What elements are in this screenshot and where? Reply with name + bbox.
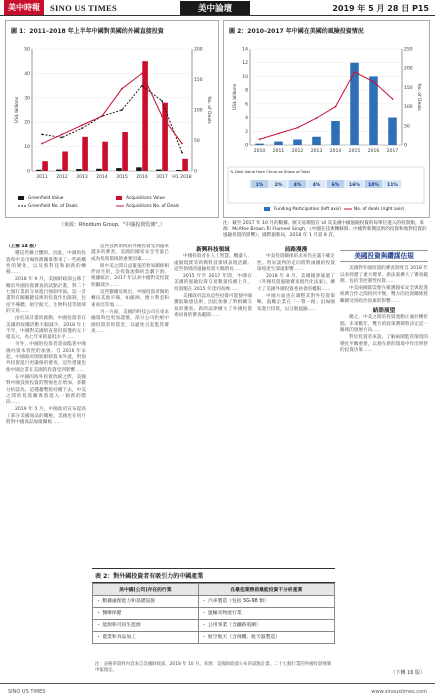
table-2-title: 表 2：對外國投資者有吸引力的中國產業 [92, 569, 335, 583]
continued-label: （上接 14 版） [6, 244, 39, 249]
line-point [354, 71, 356, 73]
table-cell: ・ 運輸及物流行業 [198, 608, 334, 620]
figure-2-chart [224, 21, 431, 219]
column-1-body [6, 251, 86, 426]
share-value: 4% [312, 183, 321, 188]
share-table-label: % Deal Value from China as Share of Total [230, 169, 310, 174]
y2-tick-label: 200 [194, 47, 203, 53]
line-point [61, 137, 63, 139]
x-tick-label: H1 2018 [172, 175, 192, 180]
line-point [278, 133, 280, 135]
paragraph: 另一方面，美國的科技公司在尋求融資時也更加謹慎，部分公司拒絕中國投資者的資金，以避免引起監管審查…… [91, 309, 169, 334]
series-line [42, 73, 182, 143]
series-line [42, 86, 182, 153]
legend-swatch [18, 196, 24, 200]
legend-label: Acquisitions Value [126, 196, 165, 201]
bar [96, 169, 102, 171]
legend-swatch [116, 196, 122, 200]
x-tick-label: 2012 [291, 149, 304, 154]
bar [162, 103, 168, 171]
paragraph: 對於投資者來說，了解兩國監管環境的變化至關重要，以便在新的環境中作出明智的投資決策…… [340, 335, 428, 353]
legend-label: No. of deals (right axis) [354, 207, 405, 212]
legend-label: Acquisitions No. of Deals [126, 204, 180, 209]
table-cell: ・ 航空航天（含飛機、航天器製造） [198, 632, 334, 644]
paragraph: 美國對外國投資的審查制度自 2018 年以來經歷了重大變革。新法案擴大了審查範圍，包括非控制性投資…… [340, 266, 428, 284]
figure-2-title: 圖 2：2010–2017 年中國在美國的風險投資情況 [229, 28, 364, 35]
line-point [316, 117, 318, 119]
y-tick-label: 8 [245, 88, 248, 94]
bar [255, 144, 264, 145]
paragraph: 中美投資關係的未來仍充滿不確定性。貿易談判的走向將對兩國的投資環境產生深遠影響…… [257, 254, 335, 272]
table-row [93, 596, 335, 608]
figure-2-note: 注：截至 2017 年 10 月的數據。匯交易價值在 UI 及美國中國風險投資的每單位進入的投資額。來源：McAfee Brown 和 Flameel Singh，《中國在技術轉移與…中國對新興技術的投資和地對投資的風險投資的影響》，國際創新局，2018 年 1 月第 8 頁。 [223, 221, 427, 238]
x-tick-label: 2012 [56, 175, 68, 180]
table-row [93, 632, 335, 644]
figure-1-source: （來源：Rhodium Group，"中國投資監測"。） [58, 222, 166, 228]
continued-next: （下轉 16 版） [390, 670, 425, 676]
bar [369, 76, 378, 145]
line-point [141, 85, 143, 87]
figure-1-panel [5, 20, 219, 218]
paragraph: 在中國的海外投資放緩之際，美國對中國技術投資的警惕也在增加。多數分析認為，這種趨勢將持續下去，中美之間的投資關係將進入一個新的階段…… [6, 374, 86, 406]
y2-tick-label: 0 [404, 143, 407, 149]
figure-1-chart [6, 21, 220, 219]
y2-tick-label: 150 [194, 78, 203, 83]
column-2-body [91, 244, 169, 335]
bar [82, 137, 88, 171]
y2-tick-label: 0 [194, 169, 197, 175]
y-tick-label: 40 [24, 71, 30, 77]
table-2 [92, 568, 335, 675]
x-tick-label: 2017 [386, 149, 399, 154]
x-tick-label: 2011 [272, 149, 285, 154]
y2-tick-label: 100 [194, 108, 203, 114]
line-point [373, 81, 375, 83]
x-tick-label: 2013 [310, 149, 323, 154]
y-tick-label: 12 [242, 61, 248, 67]
table-cell: ・ 醫療保健 [93, 608, 199, 620]
table-cell: ・ 能源和可再生能源 [93, 620, 199, 632]
y-tick-label: 50 [24, 47, 30, 53]
line-point [259, 138, 261, 140]
line-point [141, 73, 143, 75]
x-tick-label: 2015 [348, 149, 361, 154]
bar [116, 168, 122, 171]
y-tick-label: 2 [245, 129, 248, 135]
article-column-5 [340, 244, 428, 676]
figure-1-title: 圖 1：2011–2018 年上半年中國對美國的外國直接投資 [11, 28, 164, 35]
y-tick-label: 30 [24, 96, 30, 102]
x-tick-label: 2015 [116, 175, 128, 180]
paragraph: 中國投資者在人工智慧、機器人、虛擬現實等新興科技領域表現活躍。這些領域的風險投資大幅增長…… [174, 254, 252, 272]
article-column-4 [257, 244, 335, 564]
x-tick-label: 2011 [36, 175, 48, 180]
paper-name: SINO US TIMES [50, 2, 118, 13]
paragraph: 這些技術領域的外國投資受到越來越多的審查，美國的國家安全考量已成為投資環境的重要因素…… [91, 244, 169, 262]
section-title: 美中論壇 [180, 1, 250, 15]
share-value: 10% [368, 183, 379, 188]
bar [56, 170, 62, 171]
y-axis-label: US$ billions [233, 83, 238, 111]
column-5-body [340, 266, 428, 305]
column-4-subhead: 前路漫漫 [284, 247, 308, 253]
table-2-grid [92, 583, 335, 644]
share-value: 11% [387, 183, 398, 188]
y2-axis-label: No. of Deals [416, 83, 421, 111]
line-point [41, 143, 43, 145]
paragraph: 種這些聯合體的。因此，中國的投資和中美市場經濟關係帶來了一些結構性的變化，以及新科技和創新的轉移…… [6, 251, 86, 276]
x-tick-label: 2016 [136, 175, 148, 180]
paragraph: 總之，中美之間的投資流動正處於轉折點。未來數年，雙方的政策選擇將決定這一關係的發展方向…… [340, 315, 428, 333]
paragraph: 由於該計畫的啟動，中國投資者在美國的收購活動大幅減少。2018 年上半年，中國對美國的直接投資僅約五十億美元，為七年來的最低水平…… [6, 316, 86, 341]
x-tick-label: 2010 [253, 149, 266, 154]
y2-tick-label: 200 [404, 66, 413, 72]
y-tick-label: 14 [242, 47, 248, 53]
legend-label: Greenfield Value [28, 196, 64, 201]
bar [36, 170, 42, 171]
bar [156, 170, 162, 171]
share-value: 6% [331, 183, 340, 188]
bar [350, 63, 359, 145]
article-column-3 [174, 244, 252, 564]
y2-tick-label: 150 [404, 85, 413, 91]
bar [331, 121, 340, 145]
y-tick-label: 10 [242, 74, 248, 80]
table-2-note: 注：表格的資料內容來自美國財政部，2018 年 10 月。來源：美國財政部公布的試點計畫，二十七個行業的外國投資強制申報規定。 [95, 662, 332, 673]
bar [293, 140, 302, 145]
line-point [121, 109, 123, 111]
line-point [161, 100, 163, 102]
line-point [121, 88, 123, 90]
line-point [392, 98, 394, 100]
column-5-body-b [340, 315, 428, 354]
page-header [0, 0, 435, 16]
y2-tick-label: 250 [404, 47, 413, 53]
x-tick-label: 2014 [96, 175, 108, 180]
table-2-header-1: 美中國(公司)存在的行業 [93, 584, 199, 596]
table-cell: ・ 農業和食品加工 [93, 632, 199, 644]
paragraph: 2018 年 9 月，美國財政部公佈了關於外國投資審查的試點計畫，對二十七個行業的交易進行強制申報。這一計畫對有關關鍵技術的投資作出限制，包括半導體、航空航天、生物科技等領域的交易…… [6, 277, 86, 314]
y-tick-label: 20 [24, 120, 30, 126]
y-tick-label: 10 [24, 145, 30, 151]
page-footer [0, 683, 435, 700]
y2-axis-label: No. of Deals [206, 96, 211, 124]
paragraph: 2015 年至 2017 年間，中國在美國的風險投資交易數量持續上升，投資額在 2015 年達到高峰…… [174, 274, 252, 292]
y-tick-label: 4 [245, 116, 248, 122]
paragraph: 與中美之間日益緊張的貿易關係相伴而生的，是投資流動的急劇下滑。根據統計，2017 年以來中國對美投資明顯減少…… [91, 263, 169, 288]
article-column-2 [91, 244, 169, 564]
share-value: 2% [274, 183, 283, 188]
table-row [93, 620, 335, 632]
line-point [161, 115, 163, 117]
bar [122, 132, 128, 171]
line-point [41, 134, 43, 136]
issue-date: 2019 年 5 月 28 日 P15 [332, 4, 429, 13]
line-point [181, 143, 183, 145]
bar [388, 118, 397, 145]
paper-logo: 美中時報 [4, 0, 44, 15]
x-tick-label: 2017 [156, 175, 168, 180]
bar [102, 142, 108, 171]
legend-label: Greenfield No. of Deals [28, 204, 78, 209]
paragraph: 2018 年 8 月，美國國會通過了《外國投資風險審查現代化法案》，擴大了美國外國投資委員會的權限…… [257, 274, 335, 292]
share-value: 16% [349, 183, 360, 188]
legend-swatch [264, 207, 270, 211]
bar [312, 137, 321, 145]
bar [136, 167, 142, 171]
footer-right: www.sinoustimes.com [371, 689, 427, 695]
bar [42, 161, 48, 171]
bar [182, 159, 188, 171]
line-point [335, 106, 337, 108]
paragraph: 2019 年 5 月，中國政府宣布提高了部分美國商品的關稅。美國也在同月將對中國商品加徵關稅…… [6, 407, 86, 426]
y-axis-label: US$ billions [15, 96, 20, 124]
bar [62, 151, 68, 171]
line-point [297, 127, 299, 129]
bar [142, 61, 148, 171]
column-4-body [257, 254, 335, 313]
column-5-boxhead: 美國投資與鑽謀估規 [340, 250, 428, 262]
share-value: 4% [293, 183, 302, 188]
paragraph: 美國政府認為這些投資可能使中國獲取敏感技術，因此加強了對相關交易的審查。新的法律擴大了外國投資委員會的審查範圍…… [174, 294, 252, 318]
y-tick-label: 6 [245, 102, 248, 108]
x-tick-label: 2013 [76, 175, 88, 180]
legend-label: Funding Participation (left axis) [274, 207, 341, 212]
table-row [93, 608, 335, 620]
x-tick-label: 2014 [329, 149, 342, 154]
line-point [101, 115, 103, 117]
bar [274, 142, 283, 145]
y2-tick-label: 100 [404, 105, 413, 111]
column-5-subhead: 結語展望 [372, 308, 396, 315]
figure-2-panel [223, 20, 430, 218]
paragraph: 另外，中國的投資者還面臨著中國國內資本管控的加強。自 2016 年末起，中國政府開始限制資本外流，對海外投資進行更嚴格的審查，這些措施也使中國企業在美國的投資受到影響…… [6, 342, 86, 373]
y-tick-label: 0 [245, 143, 248, 149]
y2-tick-label: 50 [404, 124, 410, 130]
table-2-header-2: 在最佳業務前最能投資干分析產業 [198, 584, 334, 596]
column-3-body [174, 254, 252, 319]
footer-left: SINO US TIMES [8, 689, 46, 695]
line-point [61, 134, 63, 136]
paragraph: 中國方面也在調整其對外投資策略，鼓勵企業在「一帶一路」沿線國家進行投資，以分散風險…… [257, 294, 335, 312]
line-point [181, 152, 183, 154]
table-cell: ・ 數據處理能力和基礎設施 [93, 596, 199, 608]
line-point [81, 124, 83, 126]
bar [176, 170, 182, 171]
line-point [81, 127, 83, 129]
y2-tick-label: 50 [194, 139, 200, 144]
article-column-1 [6, 244, 86, 676]
table-cell: ・ 汽車製造（包括 5G-98 類） [198, 596, 334, 608]
share-value: 1% [255, 183, 264, 188]
table-cell: ・ 公用事業（含鐵路電網） [198, 620, 334, 632]
column-3-subhead: 新興科技領域 [196, 247, 230, 253]
paragraph: 這些數據反映出，中國投資者開始轉向其他市場，如歐洲、澳大利亞和東南亞等地…… [91, 290, 169, 308]
y-tick-label: 0 [27, 169, 30, 175]
x-tick-label: 2016 [367, 149, 380, 154]
bar [76, 169, 82, 171]
paragraph: 中美兩國都需要在維護國家安全與促進經濟合作之間找到平衡。雙方的投資關係將繼續受到政治因素的影響…… [340, 286, 428, 304]
